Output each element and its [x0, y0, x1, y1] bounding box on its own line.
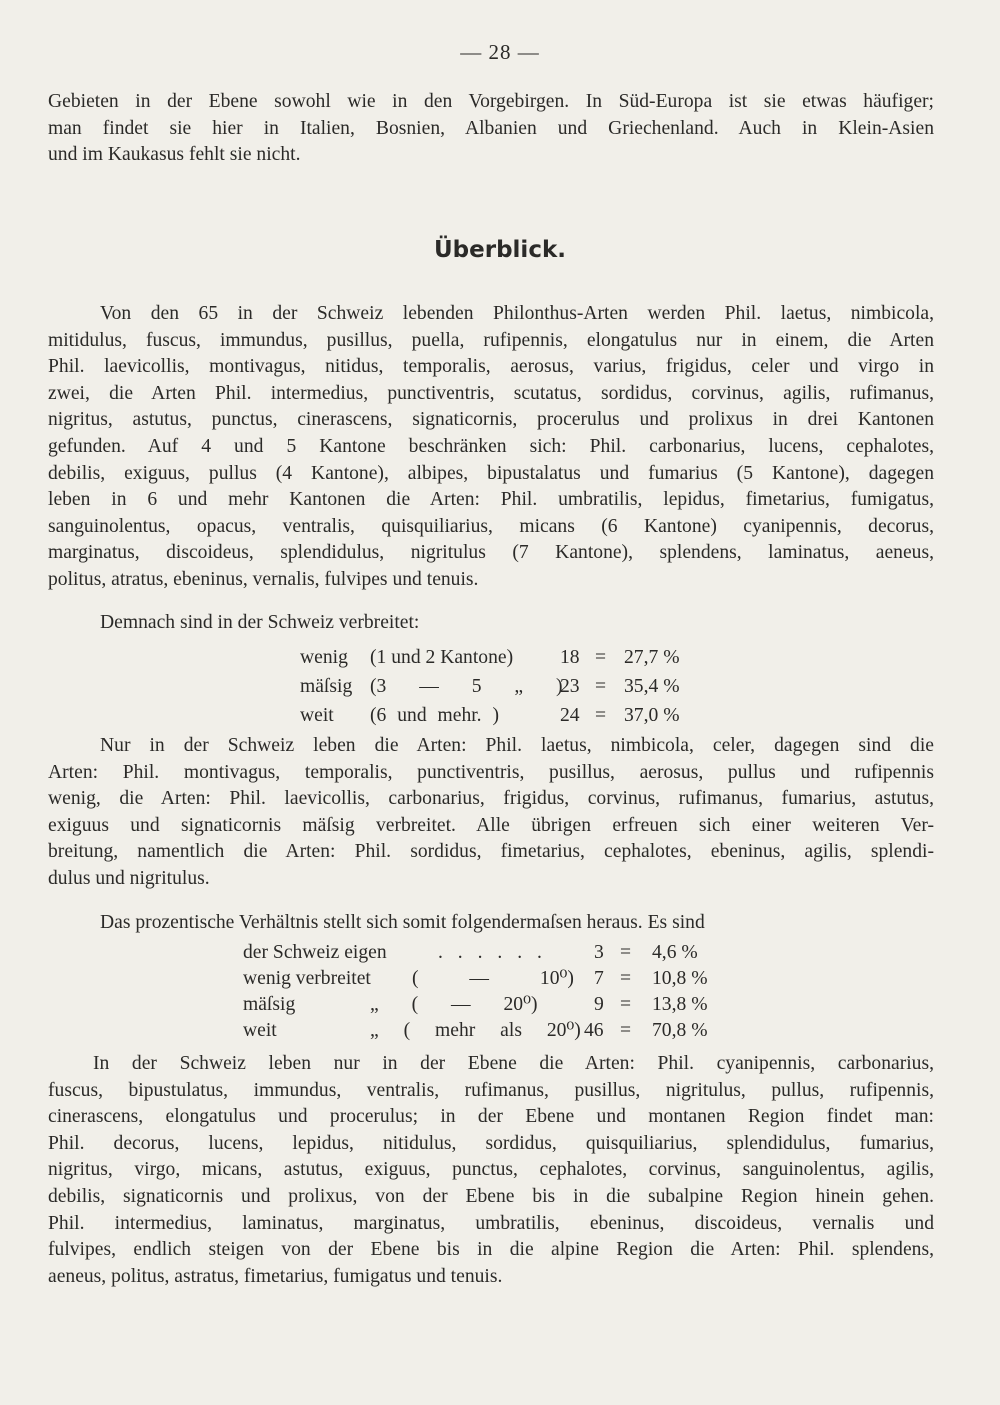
intro-paragraph	[48, 89, 934, 169]
row-count: 3	[594, 942, 604, 963]
text-line: zwei, die Arten Phil. intermedius, punctiventris, scutatus, sordidus, corvinus, agilis, rufimanus,	[48, 382, 934, 404]
text-line: Gebieten in der Ebene sowohl wie in den Vorgebirgen. In Süd-Europa ist sie etwas häufiger;	[48, 91, 934, 112]
row-count: 7	[594, 968, 604, 989]
row-label: mäſsig	[243, 994, 296, 1015]
row-percent: 70,8 %	[652, 1020, 708, 1041]
row-percent: 13,8 %	[652, 994, 708, 1015]
row-label: wenig	[300, 647, 348, 668]
row-range: ( — 10⁰)	[412, 968, 574, 989]
table-row	[0, 1018, 1000, 1044]
row-equals: =	[620, 942, 632, 963]
table-row	[0, 966, 1000, 992]
text-line: aeneus, politus, astratus, fimetarius, fumigatus und tenuis.	[48, 1265, 503, 1287]
row-count: 24	[560, 705, 580, 726]
row-label: weit	[243, 1020, 277, 1041]
row-count: 23	[560, 676, 580, 697]
table-row	[0, 674, 1000, 700]
row-equals: =	[620, 968, 632, 989]
row-count: 46	[584, 1020, 604, 1041]
row-label: wenig verbreitet	[243, 968, 371, 989]
row-equals: =	[620, 994, 632, 1015]
text-line: wenig, die Arten: Phil. laevicollis, carbonarius, frigidus, corvinus, rufimanus, fumarius, astutus,	[48, 788, 934, 810]
row-percent: 10,8 %	[652, 968, 708, 989]
text-line: man findet sie hier in Italien, Bosnien, Albanien und Griechenland. Auch in Klein-Asien	[48, 117, 934, 139]
row-equals: =	[620, 1020, 632, 1041]
text-line: und im Kaukasus fehlt sie nicht.	[48, 144, 301, 166]
paragraph-altitude-regions	[48, 1051, 934, 1290]
text-line: mitidulus, fuscus, immundus, pusillus, puella, rufipennis, elongatulus nur in einem, die Arten	[48, 329, 934, 351]
text-line: Arten: Phil. montivagus, temporalis, punctiventris, pusillus, aerosus, pullus und rufipennis	[48, 761, 934, 783]
text-line: nigritus, astutus, punctus, cinerascens, signaticornis, procerulus und prolixus in drei Kantonen	[48, 409, 934, 431]
text-line: Nur in der Schweiz leben die Arten: Phil. laetus, nimbicola, celer, dagegen sind die	[100, 735, 934, 756]
text-line: cinerascens, elongatulus und procerulus; in der Ebene und montanen Region findet man:	[48, 1106, 934, 1128]
row-equals: =	[595, 647, 607, 668]
text-line: fulvipes, endlich steigen von der Ebene bis in die alpine Region die Arten: Phil. splendens,	[48, 1239, 934, 1261]
text-line: marginatus, discoideus, splendidulus, nigritulus (7 Kantone), splendens, laminatus, aeneus,	[48, 542, 934, 564]
row-percent: 35,4 %	[624, 676, 680, 697]
table-row	[0, 940, 1000, 966]
page-number: — 28 —	[460, 40, 540, 64]
table-row	[0, 992, 1000, 1018]
row-label: mäſsig	[300, 676, 353, 697]
text-line: debilis, signaticornis und prolixus, von der Ebene bis in die subalpine Region hinein gehen.	[48, 1185, 934, 1207]
row-range: . . . . . .	[438, 942, 542, 963]
text-line: gefunden. Auf 4 und 5 Kantone beschränken sich: Phil. carbonarius, lucens, cephalotes,	[48, 435, 934, 457]
table-row	[0, 645, 1000, 671]
text-line: Phil. laevicollis, montivagus, nitidus, temporalis, aerosus, varius, frigidus, celer und virgo in	[48, 356, 934, 378]
row-range: (1 und 2 Kantone)	[370, 647, 514, 668]
row-range: (3 — 5 „ )	[370, 676, 563, 697]
row-equals: =	[595, 676, 607, 697]
table-row	[0, 703, 1000, 729]
text-line: sanguinolentus, opacus, ventralis, quisquiliarius, micans (6 Kantone) cyanipennis, decorus,	[48, 515, 934, 537]
text-line: leben in 6 und mehr Kantonen die Arten: Phil. umbratilis, lepidus, fimetarius, fumigatus,	[48, 489, 934, 511]
row-percent: 4,6 %	[652, 942, 698, 963]
text-line: Phil. intermedius, laminatus, marginatus, umbratilis, ebeninus, discoideus, vernalis und	[48, 1212, 934, 1234]
text-line: politus, atratus, ebeninus, vernalis, fulvipes und tenuis.	[48, 568, 479, 590]
prozent-line: Das prozentische Verhältnis stellt sich somit folgendermaſsen heraus. Es sind	[100, 912, 705, 933]
text-line: breitung, namentlich die Arten: Phil. sordidus, fimetarius, cephalotes, ebeninus, agilis, splendi-	[48, 841, 934, 863]
row-equals: =	[595, 705, 607, 726]
text-line: In der Schweiz leben nur in der Ebene die Arten: Phil. cyanipennis, carbonarius,	[93, 1053, 934, 1074]
paragraph-species-distribution	[48, 301, 934, 594]
demnach-line: Demnach sind in der Schweiz verbreitet:	[100, 612, 420, 633]
text-line: fuscus, bipustulatus, immundus, ventralis, rufimanus, pusillus, nigritulus, pullus, rufipennis,	[48, 1079, 934, 1101]
row-count: 9	[594, 994, 604, 1015]
row-label: weit	[300, 705, 334, 726]
row-label: der Schweiz eigen	[243, 942, 387, 963]
row-count: 18	[560, 647, 580, 668]
text-line: Phil. decorus, lucens, lepidus, nitidulus, sordidus, quisquiliarius, splendidulus, fumarius,	[48, 1132, 934, 1154]
row-range: „ ( — 20⁰)	[370, 994, 538, 1015]
row-range: „ ( mehr als 20⁰)	[370, 1020, 581, 1041]
text-line: exiguus und signaticornis mäſsig verbreitet. Alle übrigen erfreuen sich einer weiteren Ver-	[48, 814, 934, 836]
text-line: nigritus, virgo, micans, astutus, exiguus, punctus, cephalotes, corvinus, sanguinolentus, agilis,	[48, 1159, 934, 1181]
section-heading: Überblick.	[434, 237, 566, 263]
text-line: dulus und nigritulus.	[48, 867, 210, 889]
text-line: Von den 65 in der Schweiz lebenden Philonthus-Arten werden Phil. laetus, nimbicola,	[100, 303, 934, 324]
row-percent: 27,7 %	[624, 647, 680, 668]
paragraph-swiss-only	[48, 733, 934, 893]
text-line: debilis, exiguus, pullus (4 Kantone), albipes, bipustalatus und fumarius (5 Kantone), dagegen	[48, 462, 934, 484]
row-percent: 37,0 %	[624, 705, 680, 726]
row-range: (6 und mehr. )	[370, 705, 500, 726]
